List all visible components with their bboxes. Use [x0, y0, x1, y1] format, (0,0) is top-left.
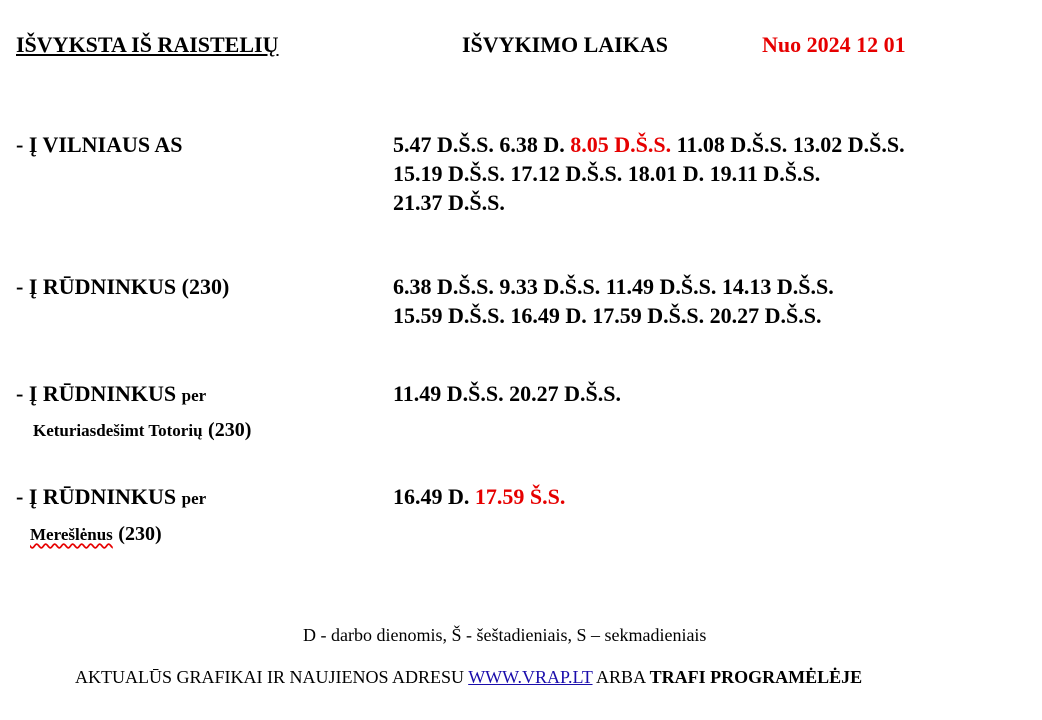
departure-times-text: 16.49 D.	[393, 484, 475, 509]
departure-times-text: 15.19 D.Š.S. 17.12 D.Š.S. 18.01 D. 19.11 D.Š.S.	[393, 161, 821, 186]
departure-title: IŠVYKSTA IŠ RAISTELIŲ	[16, 32, 279, 57]
via-stop-name: Merešlėnus	[30, 525, 113, 544]
abbreviation-legend: D - darbo dienomis, Š - šeštadieniais, S – sekmadieniais	[303, 625, 707, 645]
highlighted-departure-time: 17.59 Š.S.	[474, 484, 566, 509]
departure-times-text: 5.47 D.Š.S. 6.38 D.	[393, 132, 571, 157]
departure-time-heading: IŠVYKIMO LAIKAS	[462, 32, 668, 57]
footer-note	[75, 667, 862, 688]
route-number: (230)	[118, 523, 162, 545]
departure-times-line	[393, 379, 621, 408]
route-rudninkai-via-totoriu-times	[393, 379, 621, 408]
route-name-per: per	[181, 386, 207, 405]
departure-times-line	[393, 159, 905, 188]
route-rudninkai-name: - Į RŪDNINKUS (230)	[16, 274, 230, 299]
route-rudninkai-times	[393, 272, 834, 330]
departure-times-text: 15.59 D.Š.S. 16.49 D. 17.59 D.Š.S. 20.27 D.Š.S.	[393, 303, 822, 328]
route-name-per: per	[181, 489, 207, 508]
departure-times-line	[393, 188, 905, 217]
departure-times-text: 11.49 D.Š.S. 20.27 D.Š.S.	[393, 381, 622, 406]
route-name-main: - Į RŪDNINKUS	[16, 381, 177, 406]
departure-times-text: 6.38 D.Š.S. 9.33 D.Š.S. 11.49 D.Š.S. 14.13 D.Š.S.	[393, 274, 834, 299]
valid-from-date: Nuo 2024 12 01	[762, 32, 906, 57]
departure-times-line	[393, 272, 834, 301]
route-name-main: - Į RŪDNINKUS	[16, 484, 177, 509]
departure-times-text: 11.08 D.Š.S. 13.02 D.Š.S.	[671, 132, 905, 157]
website-link[interactable]: WWW.VRAP.LT	[468, 667, 593, 687]
route-vilnius-name: - Į VILNIAUS AS	[16, 132, 183, 157]
highlighted-departure-time: 8.05 D.Š.S.	[570, 132, 672, 157]
route-rudninkai-via-totoriu-name	[16, 381, 206, 407]
route-rudninkai-via-mereslenus-name	[16, 484, 206, 510]
route-rudninkai-via-mereslenus-times	[393, 482, 565, 511]
departure-times-line	[393, 130, 905, 159]
route-number: (230)	[208, 419, 252, 441]
footer-middle: ARBA	[592, 667, 650, 687]
departure-times-text: 21.37 D.Š.S.	[393, 190, 505, 215]
route-vilnius-times	[393, 130, 905, 217]
footer-prefix: AKTUALŪS GRAFIKAI IR NAUJIENOS ADRESU	[75, 667, 469, 687]
via-stop-name: Keturiasdešimt Totorių	[33, 421, 203, 440]
departure-times-line	[393, 482, 565, 511]
trafi-app-text: TRAFI PROGRAMĖLĖJE	[649, 667, 863, 687]
departure-times-line	[393, 301, 834, 330]
route-via-totoriu	[33, 416, 251, 442]
route-via-mereslenus	[30, 520, 162, 546]
